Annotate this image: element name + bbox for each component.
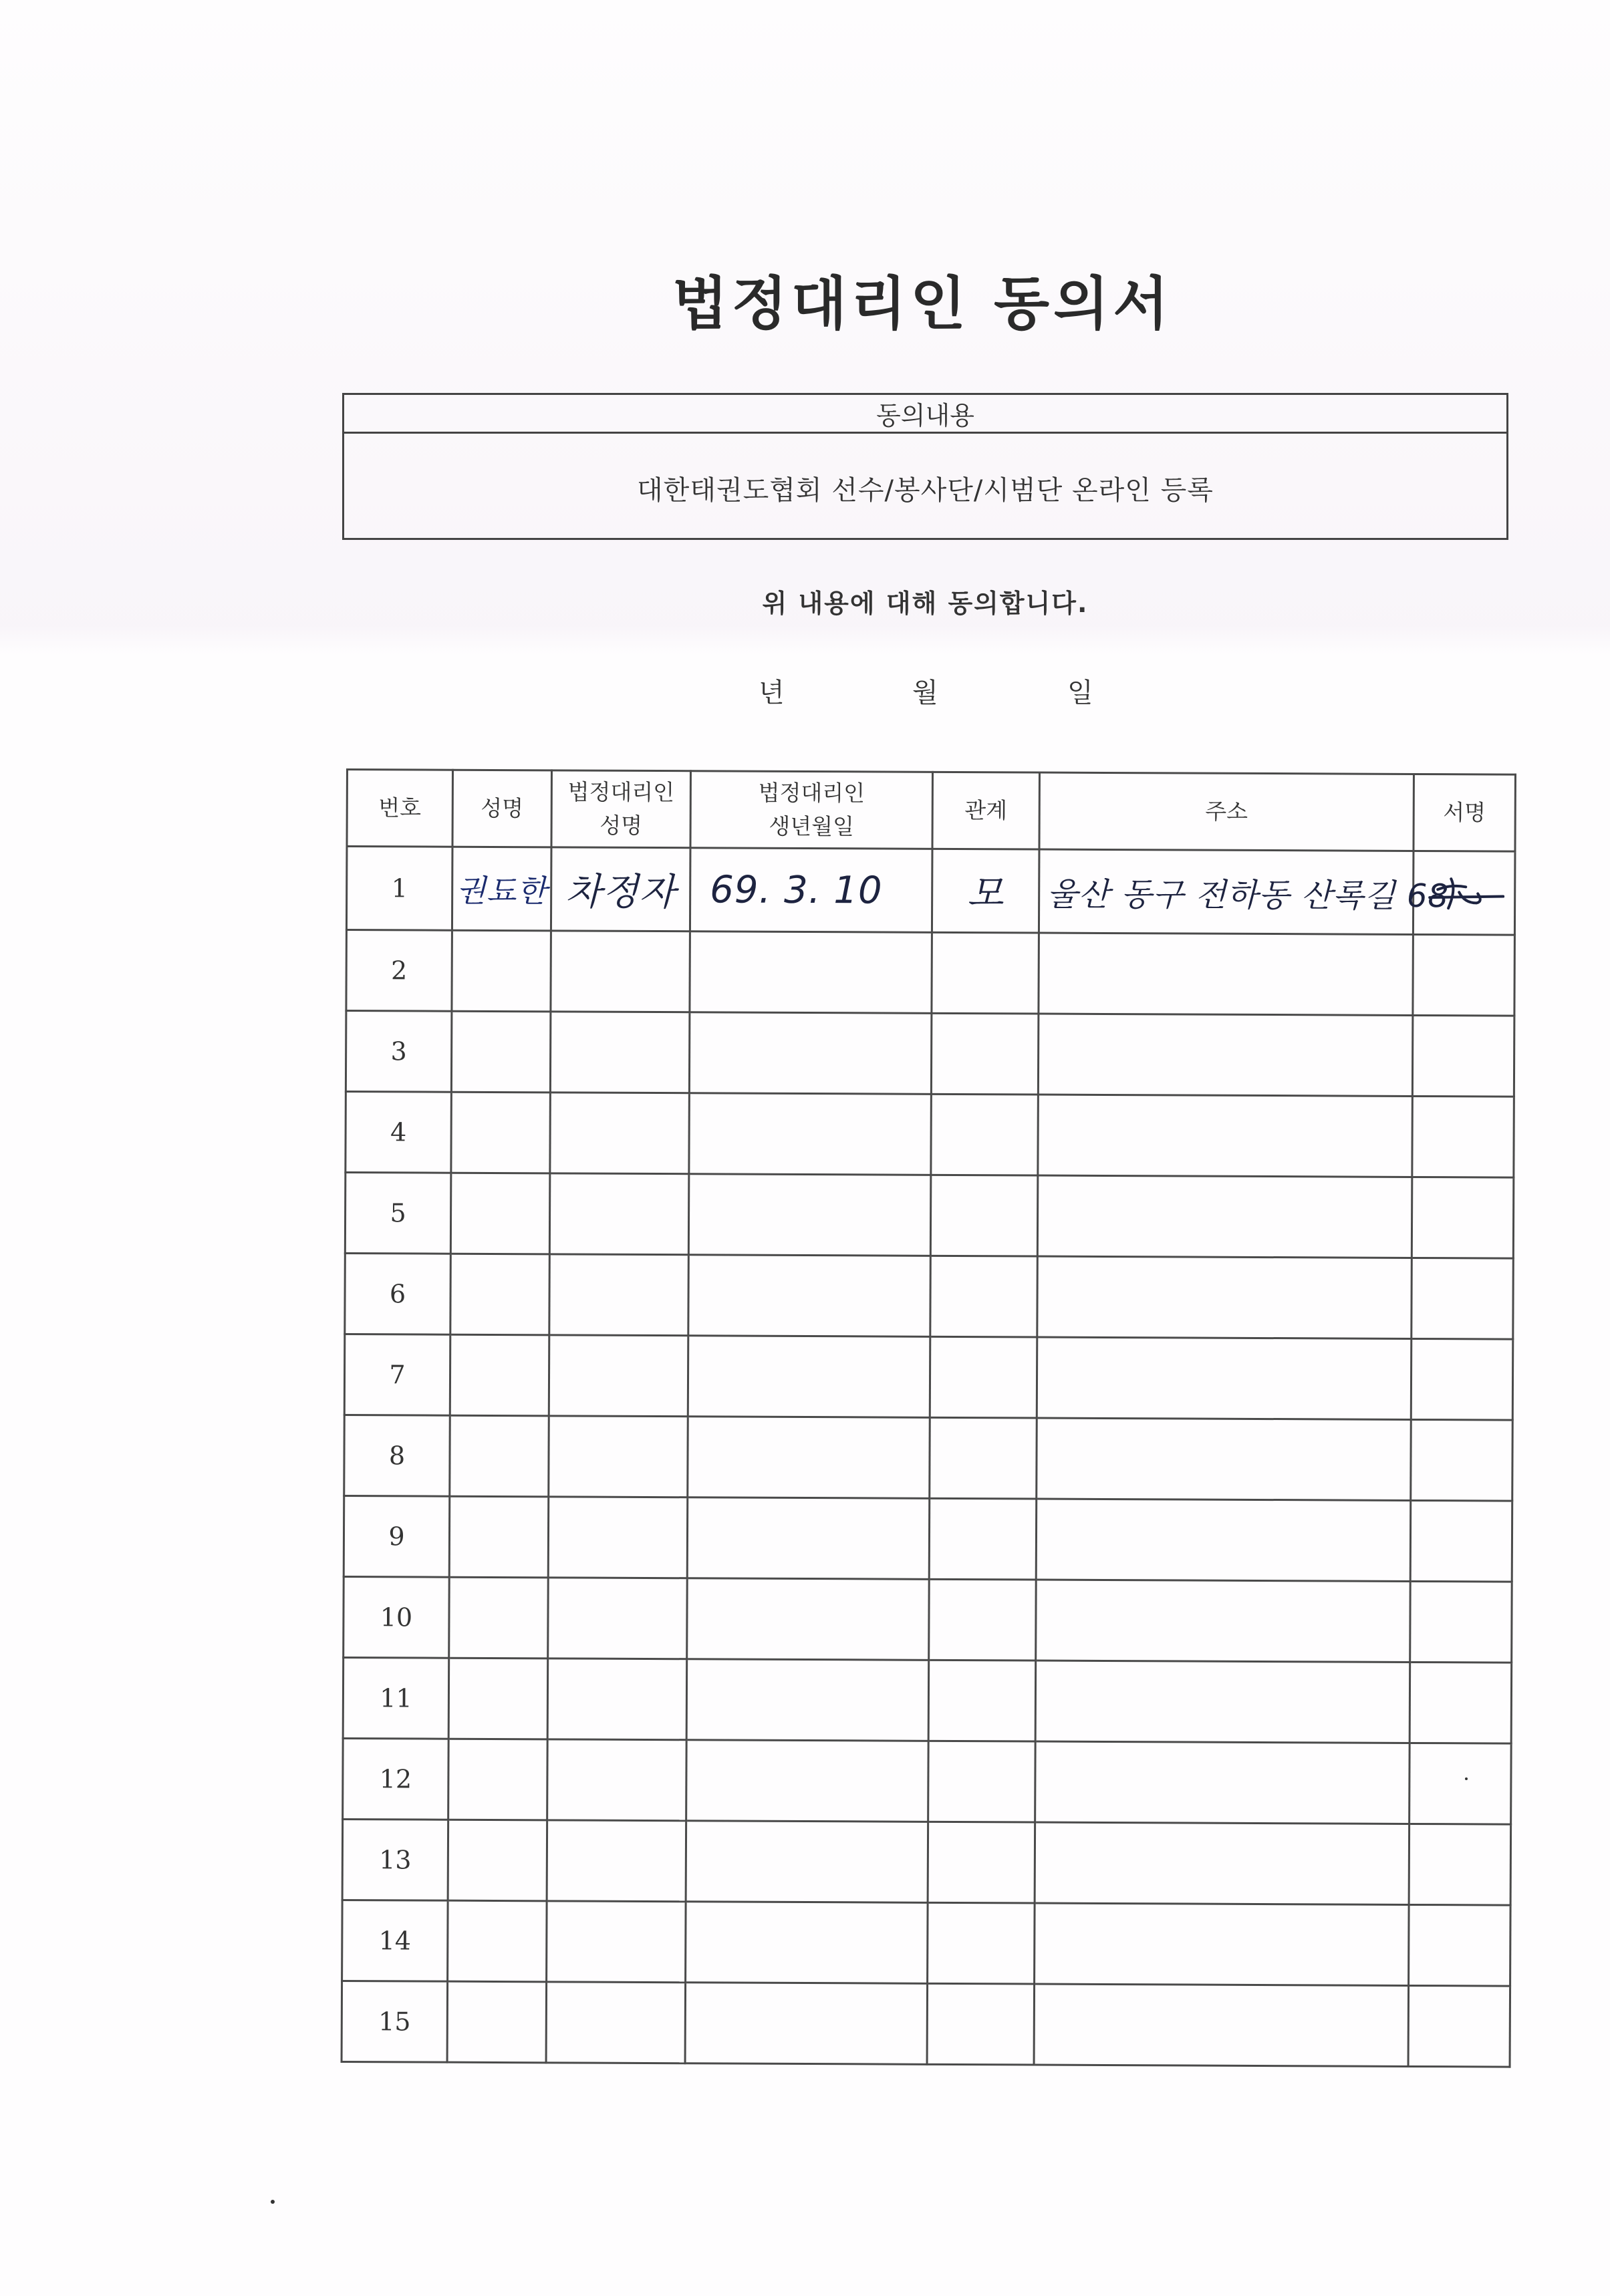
cell-guardian-name (551, 931, 690, 1012)
cell-address (1036, 1580, 1411, 1662)
cell-name (451, 1092, 551, 1173)
cell-relation (927, 1983, 1035, 2065)
cell-signature (1410, 1581, 1512, 1663)
cell-address (1035, 1741, 1410, 1824)
table-row (344, 1334, 1513, 1420)
cell-relation (928, 1660, 1036, 1741)
consent-box (342, 393, 1508, 540)
header-number: 번호 (347, 770, 453, 847)
cell-guardian-name (547, 1901, 686, 1983)
scan-speck (271, 2200, 275, 2204)
header-address: 주소 (1039, 772, 1414, 851)
cell-address (1037, 1337, 1412, 1419)
cell-address (1038, 1095, 1413, 1177)
cell-address: 울산 동구 전하동 산록길 68 (1039, 849, 1414, 934)
cell-relation (929, 1498, 1037, 1580)
cell-guardian-name (548, 1497, 688, 1578)
cell-relation (930, 1256, 1038, 1337)
cell-number: 1 (346, 847, 452, 931)
table-row (344, 1495, 1512, 1582)
cell-guardian-birth (690, 931, 932, 1014)
table-row (342, 1900, 1511, 1986)
cell-guardian-birth (686, 1740, 929, 1822)
cell-number: 13 (342, 1819, 448, 1900)
cell-signature (1412, 1015, 1514, 1097)
date-day-label: 일 (1067, 678, 1093, 708)
cell-signature (1410, 1662, 1512, 1743)
cell-signature (1409, 1904, 1511, 1986)
cell-guardian-name (547, 1659, 687, 1740)
cell-name (450, 1173, 550, 1254)
cell-number: 9 (344, 1495, 450, 1577)
cell-relation (930, 1175, 1038, 1256)
cell-name (448, 1820, 547, 1901)
cell-guardian-name (549, 1254, 689, 1336)
cell-guardian-birth (689, 1012, 932, 1095)
cell-address (1037, 1256, 1412, 1338)
cell-address (1034, 1984, 1409, 2066)
cell-number: 6 (345, 1253, 451, 1334)
cell-address (1036, 1499, 1411, 1581)
cell-number: 12 (343, 1738, 449, 1820)
cell-signature (1412, 1258, 1514, 1339)
cell-relation (929, 1579, 1037, 1661)
cell-number: 5 (345, 1173, 451, 1254)
cell-signature (1411, 1338, 1513, 1420)
cell-guardian-birth (688, 1174, 931, 1256)
header-guardian-name-line2: 성명 (599, 812, 643, 839)
table-row (346, 1092, 1514, 1178)
cell-name (448, 1900, 547, 1982)
cell-guardian-name: 차정자 (551, 847, 690, 931)
cell-name (449, 1577, 549, 1659)
cell-signature (1412, 1177, 1514, 1258)
table-row (343, 1657, 1512, 1743)
cell-signature (1408, 1985, 1510, 2067)
cell-relation (928, 1741, 1036, 1822)
cell-guardian-birth (688, 1336, 930, 1418)
cell-signature (1409, 1824, 1511, 1905)
cell-relation (930, 1336, 1037, 1418)
cell-name (449, 1496, 549, 1578)
cell-name (448, 1739, 548, 1820)
cell-relation (930, 1417, 1037, 1499)
cell-name (447, 1981, 547, 2063)
scan-speck (1465, 1777, 1468, 1780)
cell-name (450, 1334, 549, 1416)
cell-relation (928, 1822, 1035, 1903)
cell-signature (1412, 1096, 1514, 1177)
table-row (343, 1738, 1512, 1824)
cell-guardian-name (549, 1416, 688, 1497)
cell-relation (932, 932, 1039, 1014)
cell-number: 11 (343, 1657, 449, 1739)
header-relation: 관계 (932, 772, 1040, 849)
cell-address (1037, 1175, 1412, 1258)
cell-guardian-birth (688, 1417, 930, 1499)
cell-name (450, 1415, 549, 1497)
cell-address (1039, 933, 1414, 1015)
cell-guardian-birth (689, 1093, 932, 1175)
cell-guardian-birth (686, 1659, 929, 1741)
cell-number: 2 (346, 930, 452, 1012)
date-year-label: 년 (759, 678, 785, 708)
cell-guardian-name (546, 1982, 686, 2063)
cell-number: 15 (342, 1981, 448, 2062)
cell-address (1038, 1014, 1413, 1096)
cell-number: 3 (346, 1011, 452, 1093)
cell-name (452, 930, 551, 1012)
cell-address (1035, 1822, 1410, 1904)
guardian-roster-table (341, 768, 1516, 2068)
cell-address (1037, 1418, 1412, 1500)
cell-name (448, 1658, 548, 1739)
cell-guardian-name (547, 1820, 686, 1902)
header-guardian-birth-line2: 생년월일 (769, 813, 854, 840)
cell-guardian-birth: 69. 3. 10 (690, 848, 932, 933)
cell-guardian-name (548, 1578, 688, 1659)
cell-guardian-birth (686, 1902, 928, 1984)
cell-address (1035, 1661, 1410, 1743)
table-row (344, 1576, 1512, 1663)
cell-guardian-birth (685, 1983, 928, 2065)
cell-address (1035, 1903, 1410, 1985)
consent-content: 대한태권도협회 선수/봉사단/시범단 온라인 등록 (637, 474, 1214, 506)
cell-guardian-name (549, 1173, 689, 1255)
cell-name (451, 1011, 551, 1093)
cell-number: 8 (344, 1415, 450, 1496)
table-row (342, 1981, 1510, 2067)
cell-guardian-name (547, 1739, 687, 1821)
table-row (345, 1173, 1514, 1259)
cell-guardian-birth (686, 1821, 928, 1903)
cell-number: 14 (342, 1900, 448, 1981)
date-line (0, 672, 1610, 712)
table-header-row (347, 770, 1515, 852)
cell-relation (928, 1902, 1035, 1984)
cell-relation: 모 (932, 849, 1039, 933)
cell-guardian-name (549, 1335, 688, 1417)
cell-relation (931, 1013, 1039, 1095)
cell-signature (1411, 1419, 1513, 1501)
cell-number: 7 (344, 1334, 450, 1415)
cell-signature (1410, 1500, 1512, 1582)
table-row (345, 1253, 1514, 1339)
cell-number: 4 (346, 1092, 452, 1173)
cell-guardian-name (550, 1012, 690, 1093)
header-guardian-name-line1: 법정대리인 (567, 778, 675, 806)
table-row (342, 1819, 1511, 1905)
cell-relation (931, 1094, 1039, 1175)
cell-signature (1413, 934, 1515, 1016)
cell-name (450, 1254, 550, 1335)
consent-heading: 동의내용 (344, 395, 1506, 434)
cell-name: 권됴한 (452, 847, 551, 931)
header-guardian-birth (690, 771, 932, 849)
table-row (346, 1011, 1514, 1097)
page-title: 법정대리인 동의서 (672, 271, 1173, 337)
cell-guardian-birth (687, 1497, 930, 1580)
date-month-label: 월 (912, 678, 938, 708)
table-row (346, 930, 1515, 1016)
header-guardian-birth-line1: 법정대리인 (758, 779, 865, 807)
table-row (344, 1415, 1513, 1501)
cell-number: 10 (344, 1576, 450, 1658)
cell-guardian-birth (687, 1578, 930, 1661)
cell-guardian-name (550, 1093, 690, 1174)
header-guardian-name (551, 770, 690, 848)
table-row (346, 847, 1515, 936)
header-signature: 서명 (1414, 774, 1516, 851)
header-name: 성명 (452, 770, 552, 847)
agreement-text: 위 내용에 대해 동의합니다. (762, 589, 1089, 618)
table-body (342, 847, 1515, 2067)
cell-guardian-birth (688, 1255, 931, 1337)
cell-signature (1410, 1743, 1512, 1824)
